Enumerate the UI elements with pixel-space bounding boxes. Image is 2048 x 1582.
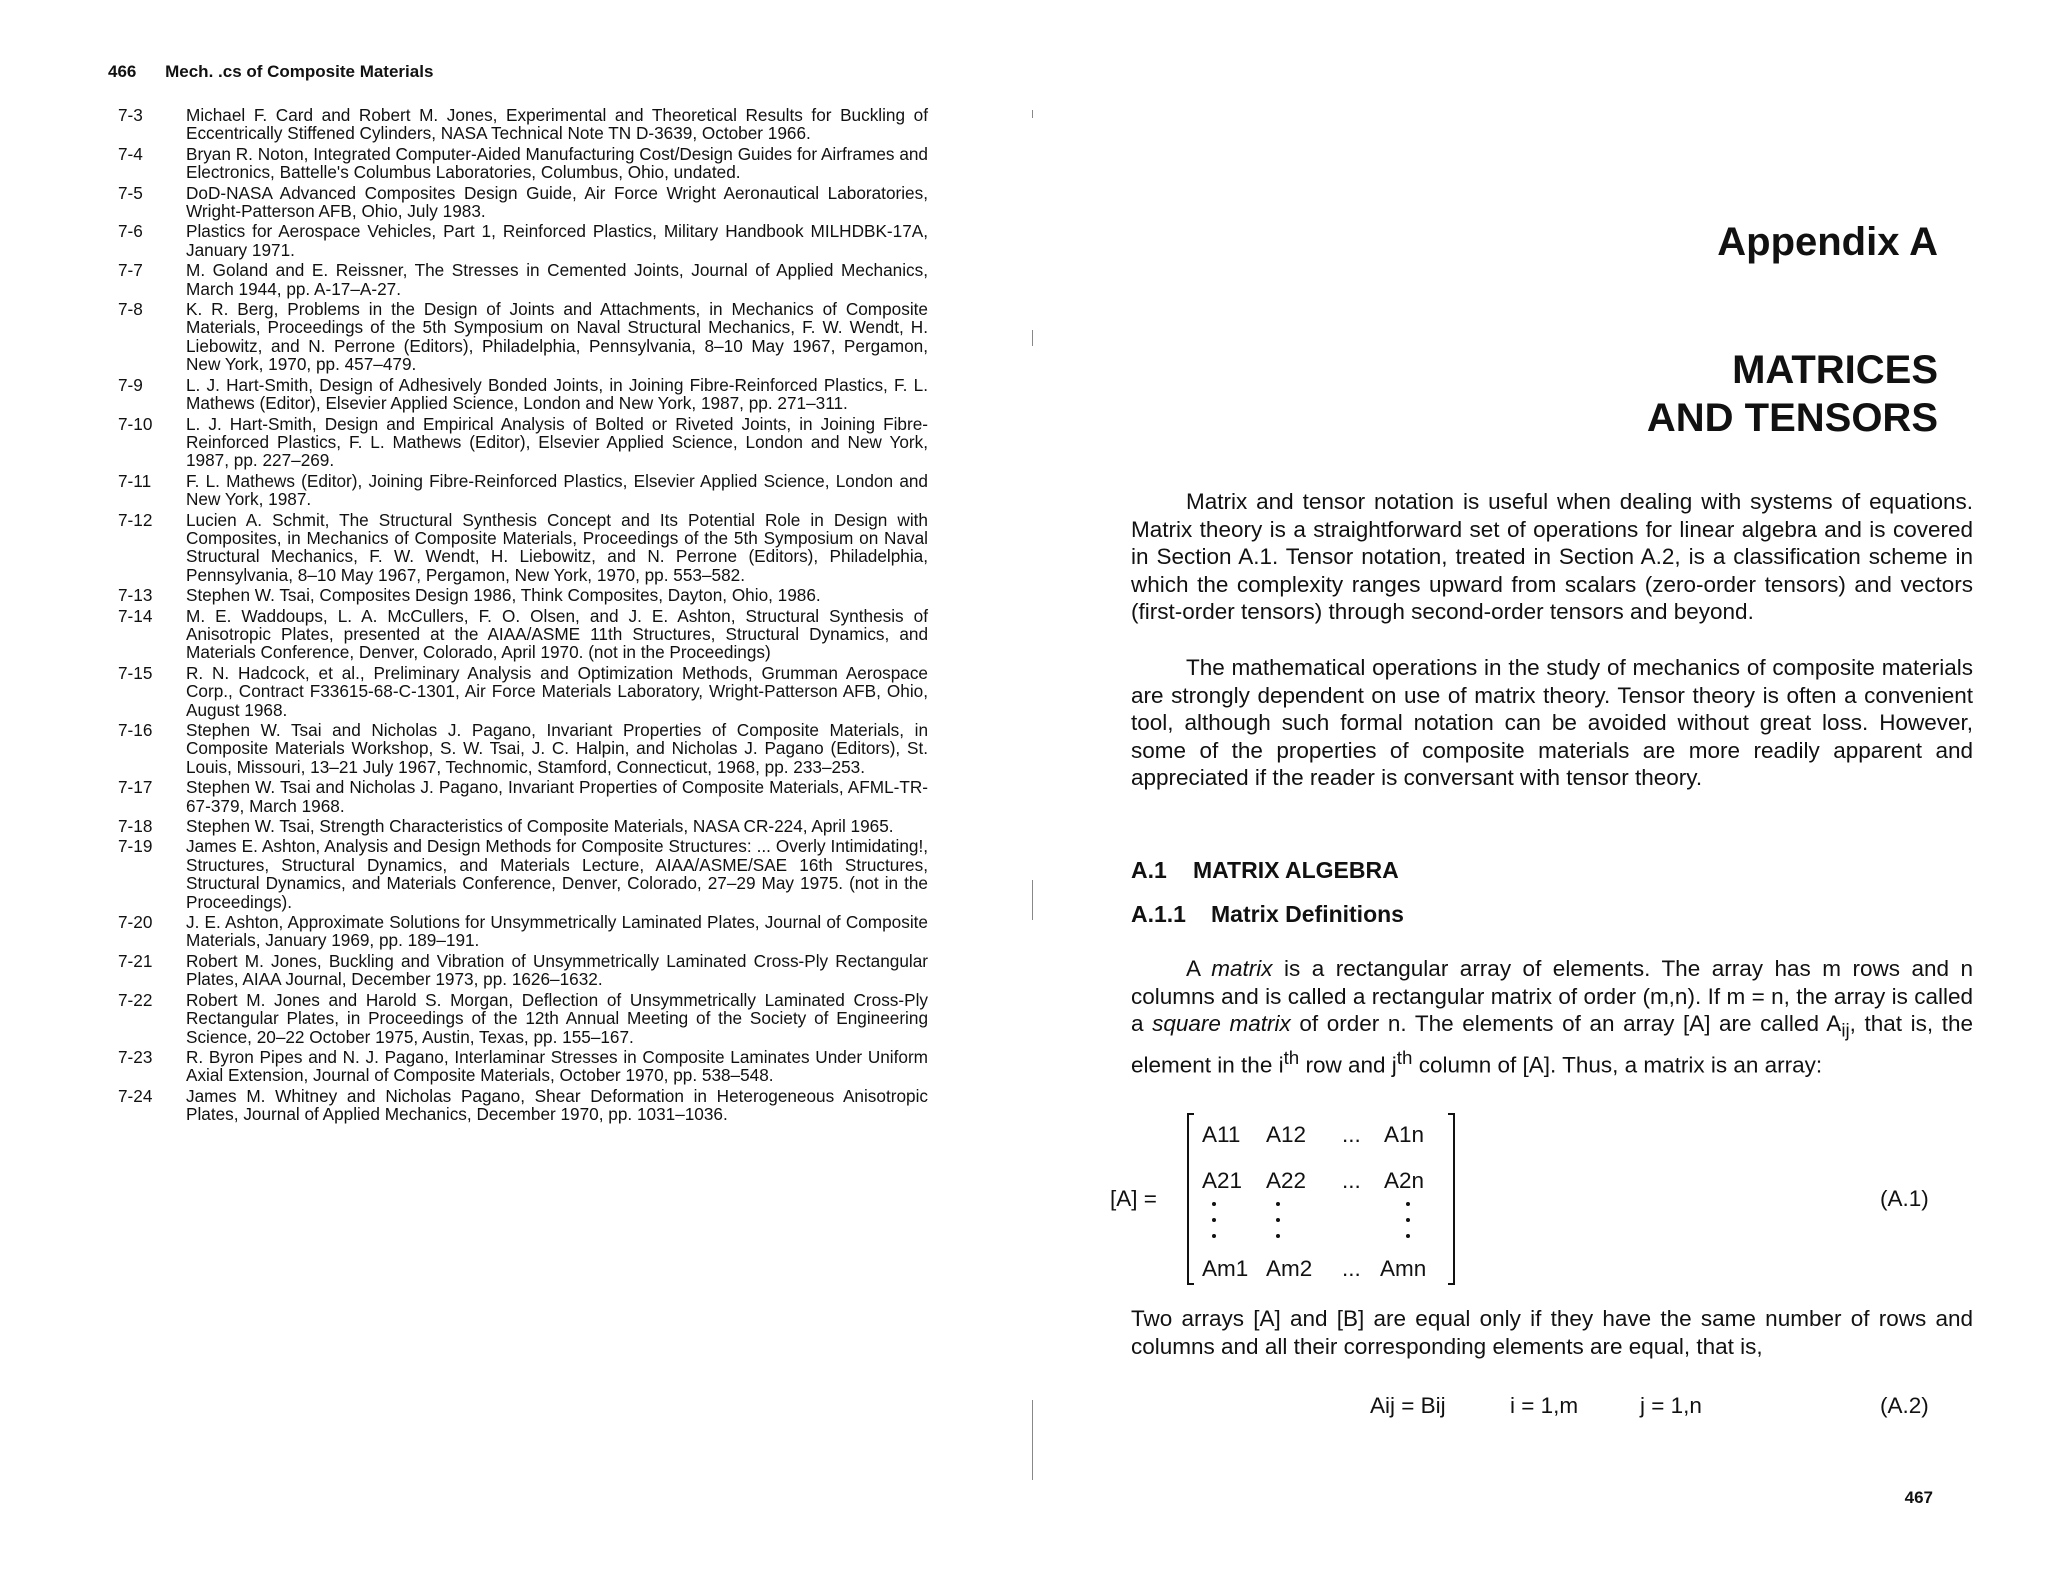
superscript: th [1396,1047,1413,1068]
reference-text: James E. Ashton, Analysis and Design Methods for Composite Structures: ... Overly Intimidating!, Structures, Structural Dynamics, and Materials Lecture, AIAA/ASME/SAE 16th Structures, Structural Dynamics, and Materials Conference, Denver, Colorado, 27–29 May 1975. (not in the Proceedings). [186,836,928,912]
matrix-entry: A21 [1202,1168,1243,1193]
vertical-dot [1212,1202,1216,1206]
equation-a2-j-range: j = 1,n [1640,1393,1702,1418]
reference-item [118,222,928,259]
right-page-number: 467 [1904,1488,1933,1507]
matrix-entry: A2n [1384,1168,1425,1193]
matrix-entry: A22 [1266,1168,1307,1193]
chapter-title [1647,346,1938,442]
reference-item [118,837,928,911]
section-title: MATRIX ALGEBRA [1193,857,1399,883]
matrix-entry: A11 [1202,1122,1241,1147]
reference-text: M. Goland and E. Reissner, The Stresses in Cemented Joints, Journal of Applied Mechanics, March 1944, pp. A-17–A-27. [186,260,928,299]
text-run: , that is, the element in the i [1131,1011,1974,1078]
chapter-title-line: MATRICES [1732,348,1938,392]
reference-item [118,300,928,374]
equality-paragraph: Two arrays [A] and [B] are equal only if they have the same number of rows and columns and all their corresponding elements are equal, that is, [1131,1306,1973,1359]
reference-number: 7-12 [118,509,153,530]
text-run: A [1186,956,1212,981]
text-run: column of [A]. Thus, a matrix is an array: [1412,1052,1823,1078]
reference-text: Robert M. Jones and Harold S. Morgan, Deflection of Unsymmetrically Laminated Cross-Ply Rectangular Plates, in Proceedings of the 12th Annual Meeting of the Society of Engineering Science, 20–22 October 1975, Austin, Texas, pp. 155–167. [186,989,928,1047]
intro-paragraph: Matrix and tensor notation is useful when dealing with systems of equations. Matrix theory is a straightforward set of operations for linear algebra and is covered in Section A.1. Tensor notation, treated in Section A.2, is a classification scheme in which the complexity ranges upward from scalars (zero-order tensors) and vectors (first-order tensors) through second-order tensors and beyond. [1131,489,1973,624]
reference-text: DoD-NASA Advanced Composites Design Guide, Air Force Wright Aeronautical Laboratories, Wright-Patterson AFB, Ohio, July 1983. [186,182,928,222]
section-number: A.1 [1131,857,1167,883]
reference-item [118,184,928,221]
matrix-lhs: [A] = [1110,1186,1157,1211]
reference-number: 7-15 [118,662,153,683]
reference-number: 7-23 [118,1046,153,1067]
reference-item [118,607,928,662]
reference-text: Bryan R. Noton, Integrated Computer-Aided Manufacturing Cost/Design Guides for Airframes and Electronics, Battelle's Columbus Laboratories, Columbus, Ohio, undated. [186,143,928,183]
reference-item [118,472,928,509]
reference-text: R. Byron Pipes and N. J. Pagano, Interlaminar Stresses in Composite Laminates Under Uniform Axial Extension, Journal of Composite Materials, October 1970, pp. 538–548. [186,1046,928,1086]
reference-number: 7-3 [118,105,143,125]
reference-number: 7-16 [118,720,153,740]
definition-paragraph [1131,955,1973,1079]
reference-number: 7-13 [118,585,153,606]
appendix-label: Appendix A [1717,220,1938,264]
intro-paragraph: The mathematical operations in the study of mechanics of composite materials are strongly dependent on use of matrix theory. Tensor theory is often a convenient tool, although such formal notation can be avoided without great loss. However, some of the properties of composite materials are more readily apparent and appreciated if the reader is conversant with tensor theory. [1131,655,1973,790]
equation-a2-lhs: Aij = Bij [1370,1393,1446,1418]
section-heading [1131,857,1399,884]
matrix-left-bracket [1188,1114,1194,1284]
reference-number: 7-19 [118,836,153,857]
reference-number: 7-17 [118,777,153,798]
reference-text: Robert M. Jones, Buckling and Vibration of Unsymmetrically Laminated Cross-Ply Rectangular Plates, AIAA Journal, December 1973, pp. 1626–1632. [186,950,928,990]
reference-text: F. L. Mathews (Editor), Joining Fibre-Reinforced Plastics, Elsevier Applied Science, London and New York, 1987. [186,470,928,510]
reference-number: 7-22 [118,989,153,1010]
reference-item [118,1048,928,1085]
reference-number: 7-20 [118,912,153,933]
vertical-dot [1276,1234,1280,1238]
reference-text: Lucien A. Schmit, The Structural Synthesis Concept and Its Potential Role in Design with Composites, in Mechanics of Composite Materials, Proceedings of the 5th Symposium on Naval Structural Mechanics, F. W. Wendt, H. Liebowitz, and N. Perrone (Editors), Philadelphia, Pennsylvania, 8–10 May 1967, Pergamon, New York, 1970, pp. 553–582. [186,509,928,585]
equation-number: (A.1) [1880,1186,1929,1211]
reference-text: Stephen W. Tsai and Nicholas J. Pagano, Invariant Properties of Composite Materials, AFML-TR-67-379, March 1968. [186,777,928,816]
reference-item [118,664,928,719]
vertical-dot [1406,1202,1410,1206]
reference-number: 7-7 [118,260,143,281]
vertical-dot [1276,1218,1280,1222]
matrix-right-bracket [1448,1114,1454,1284]
reference-number: 7-10 [118,413,153,434]
reference-text: Stephen W. Tsai, Strength Characteristics of Composite Materials, NASA CR-224, April 1965. [186,816,894,837]
equation-a2-i-range: i = 1,m [1510,1393,1579,1418]
matrix-entry: Am2 [1266,1256,1313,1281]
left-page-number: 466 [108,62,137,81]
reference-text: M. E. Waddoups, L. A. McCullers, F. O. Olsen, and J. E. Ashton, Structural Synthesis of Anisotropic Plates, presented at the AIAA/ASME 11th Structures, Structural Dynamics, and Materials Conference, Denver, Colorado, April 1970. (not in the Proceedings) [186,605,928,663]
text-run: is a rectangular array of elements. The array has m rows and n columns and is called a rectangular matrix of order (m,n). If m = n, the array is called a [1131,956,1973,1036]
matrix-dots: ... [1342,1256,1361,1281]
reference-text: L. J. Hart-Smith, Design of Adhesively Bonded Joints, in Joining Fibre-Reinforced Plastics, F. L. Mathews (Editor), Elsevier Applied Science, London and New York, 1987, pp. 271–311. [186,374,928,414]
subsection-number: A.1.1 [1131,901,1186,927]
reference-number: 7-24 [118,1085,153,1106]
matrix-entry: Am1 [1202,1256,1249,1281]
reference-item [118,261,928,298]
reference-item [118,106,928,143]
reference-item [118,991,928,1046]
matrix-dots: ... [1342,1168,1361,1193]
reference-number: 7-18 [118,816,153,837]
reference-item [118,376,928,413]
reference-number: 7-6 [118,221,143,242]
reference-text: Plastics for Aerospace Vehicles, Part 1, Reinforced Plastics, Military Handbook MILHDBK-17A, January 1971. [186,221,928,260]
chapter-title-line: AND TENSORS [1646,396,1938,440]
reference-list [118,106,928,1126]
subsection-heading [1131,901,1404,928]
subscript: ij [1841,1019,1850,1041]
reference-text: J. E. Ashton, Approximate Solutions for Unsymmetrically Laminated Plates, Journal of Composite Materials, January 1969, pp. 189–191. [186,912,928,951]
matrix-entry: A1n [1384,1122,1425,1147]
vertical-dot [1212,1234,1216,1238]
subsection-title: Matrix Definitions [1211,901,1404,927]
equation-number: (A.2) [1880,1393,1929,1418]
reference-item [118,145,928,182]
reference-item [118,913,928,950]
vertical-dot [1406,1218,1410,1222]
reference-text: K. R. Berg, Problems in the Design of Joints and Attachments, in Mechanics of Composite Materials, Proceedings of the 5th Symposium on Naval Structural Mechanics, F. W. Wendt, H. Liebowitz, and N. Perrone (Editors), Philadelphia, Pennsylvania, 8–10 May 1967, Pergamon, New York, 1970, pp. 457–479. [186,299,928,375]
reference-item [118,511,928,585]
vertical-dot [1406,1234,1410,1238]
matrix-dots: ... [1342,1122,1361,1147]
text-run: of order n. The elements of an array [A] are called A [1290,1011,1842,1036]
reference-number: 7-8 [118,299,143,320]
reference-item [118,952,928,989]
reference-number: 7-5 [118,182,143,203]
reference-text: Michael F. Card and Robert M. Jones, Experimental and Theoretical Results for Buckling of Eccentrically Stiffened Cylinders, NASA Technical Note TN D-3639, October 1966. [186,105,928,144]
running-head-title: Mech. .cs of Composite Materials [165,62,434,81]
reference-text: James M. Whitney and Nicholas Pagano, Shear Deformation in Heterogeneous Anisotropic Plates, Journal of Applied Mechanics, December 1970, pp. 1031–1036. [186,1085,928,1125]
reference-text: L. J. Hart-Smith, Design and Empirical Analysis of Bolted or Riveted Joints, in Joining Fibre-Reinforced Plastics, F. L. Mathews (Editor), Elsevier Applied Science, London and New York, 1987, pp. 227–269. [186,413,928,471]
text-run: row and j [1299,1052,1397,1078]
matrix-figure [1110,1098,2030,1298]
matrix-entry: A12 [1266,1122,1307,1147]
defined-term: matrix [1211,956,1273,981]
right-page [1030,0,2048,1582]
vertical-dot [1276,1202,1280,1206]
left-running-head [108,62,433,82]
reference-item [118,721,928,776]
reference-number: 7-9 [118,374,143,395]
reference-item [118,415,928,470]
reference-text: R. N. Hadcock, et al., Preliminary Analysis and Optimization Methods, Grumman Aerospace Corp., Contract F33615-68-C-1301, Air Force Materials Laboratory, Wright-Patterson AFB, Ohio, August 1968. [186,662,928,720]
vertical-dot [1212,1218,1216,1222]
reference-text: Stephen W. Tsai, Composites Design 1986, Think Composites, Dayton, Ohio, 1986. [186,585,821,606]
reference-number: 7-21 [118,950,153,971]
defined-term: square matrix [1152,1011,1291,1036]
superscript: th [1283,1047,1300,1068]
reference-number: 7-4 [118,143,143,164]
equation-a1 [1110,1098,2030,1298]
reference-item [118,817,928,835]
reference-text: Stephen W. Tsai and Nicholas J. Pagano, Invariant Properties of Composite Materials, in Composite Materials Workshop, S. W. Tsai, J. C. Halpin, and Nicholas J. Pagano (Editors), St. Louis, Missouri, 13–21 July 1967, Technomic, Stamford, Connecticut, 1968, pp. 233–253. [186,720,928,777]
reference-item [118,1087,928,1124]
reference-number: 7-11 [118,470,152,491]
reference-number: 7-14 [118,605,153,626]
reference-item [118,778,928,815]
equation-a2 [1130,1393,1950,1433]
matrix-entry: Amn [1380,1256,1427,1281]
reference-item [118,586,928,604]
